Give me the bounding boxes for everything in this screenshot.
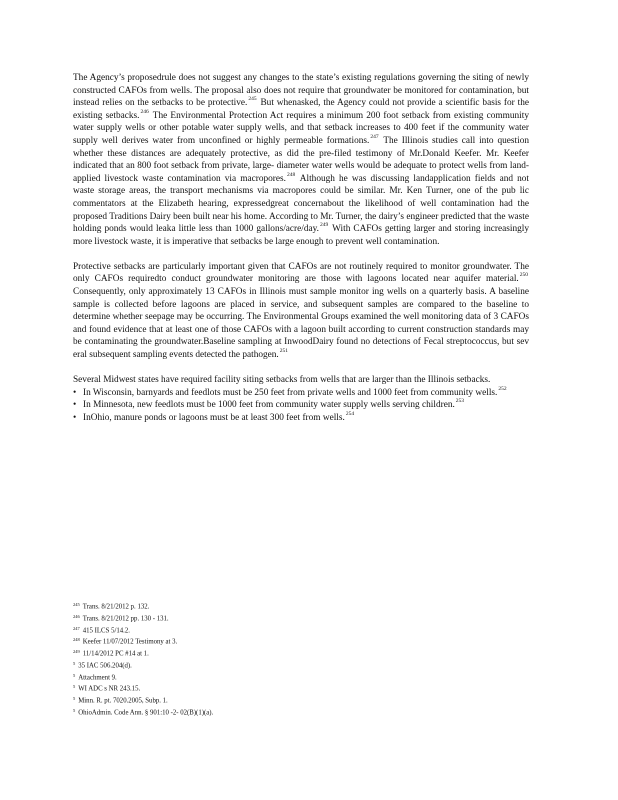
footnote <box>73 624 373 636</box>
list-item-text: In Minnesota, new feedlots must be 1000 feet from community water supply wells serving children. <box>83 400 455 411</box>
footnote-text: Trans. 8/21/2012 pp. 130 - 131. <box>82 615 169 623</box>
footnote-text: OhioAdmin. Code Ann. § 901:10 -2- 02(B)(1)(a). <box>78 709 214 717</box>
paragraph-text: The Illinois studies call into question whether these distances are adequately protective, as did the pre-filed testimony of Mr.Donald Keefer. Mr. Keefer indicated that an 800 foot setback from private, large- diameter water wells would be adequate to protect wells from land-applied livestock waste contamination via macropores. <box>73 135 529 184</box>
footnote-number: 5 <box>73 696 76 701</box>
footnote-text: Keefer 11/07/2012 Testimony at 3. <box>82 638 178 646</box>
footnote <box>73 706 373 718</box>
list-item-text: In Wisconsin, barnyards and feedlots must be 250 feet from private wells and 1000 feet from community wells. <box>83 387 498 398</box>
paragraph-text: Protective setbacks are particularly important given that CAFOs are not routinely required to monitor groundwater. The only CAFOs requiredto conduct groundwater monitoring are those with lagoons located near aquifer material. <box>73 261 529 285</box>
paragraph-setback-regulations <box>73 72 529 248</box>
footnote-ref: 247 <box>370 133 379 140</box>
footnote-number: 5 <box>73 707 76 713</box>
bullet-icon: • <box>73 400 77 411</box>
footnote-text: 35 IAC 506.204(d). <box>78 662 132 670</box>
document-body <box>73 72 529 424</box>
state-setbacks-section <box>73 374 529 424</box>
footnote <box>73 647 373 659</box>
footnote-ref: 252 <box>498 385 507 392</box>
footnote-number: 5 <box>73 660 76 666</box>
footnote-number: 245 <box>73 602 80 607</box>
footnote-text: 415 ILCS 5/14.2. <box>82 627 130 634</box>
footnote-number: 246 <box>73 613 80 619</box>
footnote-number: 247 <box>73 625 80 631</box>
footnote <box>73 635 373 647</box>
state-setbacks-list <box>73 387 529 425</box>
footnote-number: 5 <box>73 672 76 678</box>
list-intro: Several Midwest states have required facility siting setbacks from wells that are larger than the Illinois setbacks. <box>73 375 491 386</box>
paragraph-text: The Agency’s proposedrule does not suggest any changes to the state’s existing regulations governing the siting of newly constructed CAFOs from wells. The proposal also does not require that groundwater be monitored for contamination, but instead relies on the setbacks to be protective. <box>73 73 529 109</box>
paragraph-text: But whenasked, the Agency could not provide a scientific basis for the existing setbacks. <box>73 98 529 121</box>
footnote <box>73 612 373 624</box>
footnote <box>73 600 373 612</box>
footnote-ref: 250 <box>519 272 528 279</box>
footnote <box>73 694 373 706</box>
footnote-ref: 251 <box>279 347 289 354</box>
footnote-text: Trans. 8/21/2012 p. 132. <box>82 603 150 611</box>
list-item <box>73 412 529 425</box>
footnote-text: Minn. R. pt. 7020.2005, Subp. 1. <box>78 697 168 705</box>
bullet-icon: • <box>73 412 77 423</box>
footnote-text: Attachment 9. <box>78 674 117 681</box>
footnote-ref: 254 <box>345 410 355 417</box>
list-item <box>73 399 529 412</box>
footnote-ref: 246 <box>140 108 149 115</box>
footnotes-section <box>73 600 373 718</box>
footnote-number: 249 <box>73 649 80 654</box>
footnote-ref: 253 <box>455 398 465 405</box>
footnote-number: 5 <box>73 684 76 690</box>
paragraph-text: Consequently, only approximately 13 CAFOs in Illinois must sample monitor ing wells on a quarterly basis. A baseline sample is collected before lagoons are placed in service, and subsequent samples are compared to the baseline to determine whether seepage may be occurring. The Environmental Groups examined the well monitoring data of 3 CAFOs and found evidence that at least one of those CAFOs with a lagoon built according to current construction standards may be contaminating the groundwater.Baseline sampling at InwoodDairy found no detections of Fecal streptococcus, but sev eral subsequent sampling events detected the pathogen. <box>73 287 529 360</box>
footnote-ref: 248 <box>286 171 296 178</box>
footnote-text: 11/14/2012 PC #14 at 1. <box>82 650 149 658</box>
footnote <box>73 682 373 694</box>
bullet-icon: • <box>73 387 77 398</box>
list-item-text: InOhio, manure ponds or lagoons must be at least 300 feet from wells. <box>83 412 345 423</box>
paragraph-text: Although he was discussing landapplication fields and not waste storage areas, the transport mechanisms via macropores could be similar. Mr. Ken Turner, one of the pub lic commentators at the Elizabeth hearing, expressedgreat concernabout the likelihood of well contamination had the proposed Traditions Dairy been built near his home. According to Mr. Turner, the dairy’s engineer predicted that the waste holding ponds would leaka little less than 1000 gallons/acre/day. <box>73 173 529 235</box>
footnote-number: 248 <box>73 637 80 643</box>
paragraph-text: With CAFOs getting larger and storing increasingly more livestock waste, it is imperative that setbacks be large enough to prevent well contamination. <box>73 224 530 247</box>
paragraph-text: The Environmental Protection Act requires a minimum 200 foot setback from existing community water supply wells or other potable water supply wells, and that setback increases to 400 feet if the community water supply well derives water from unconfined or highly permeable formations. <box>73 110 529 146</box>
footnote-ref: 249 <box>320 222 329 229</box>
footnote <box>73 671 373 683</box>
paragraph-groundwater-monitoring <box>73 261 529 362</box>
footnote-text: WI ADC s NR 243.15. <box>78 685 141 693</box>
footnote-ref: 245 <box>248 96 257 103</box>
footnote <box>73 659 373 671</box>
